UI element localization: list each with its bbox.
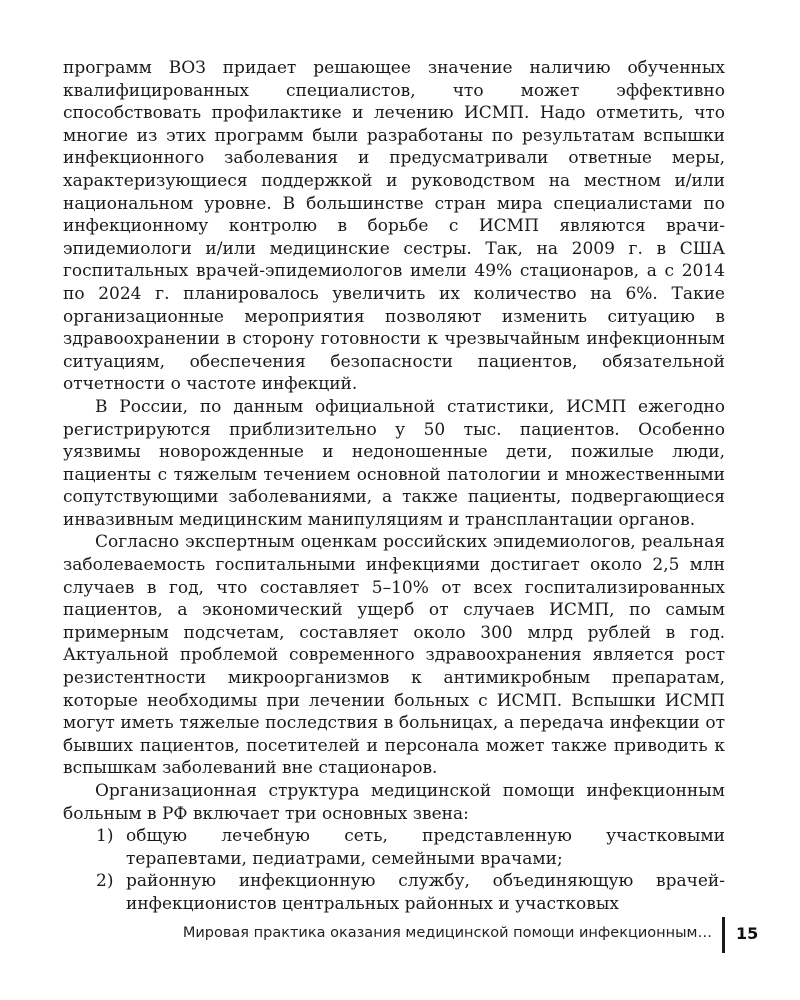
numbered-list [63, 825, 725, 915]
paragraph-2: В России, по данным официальной статистики, ИСМП ежегодно регистрируются приблизительно у 50 тыс. пациентов. Особенно уязвимы новорожденные и недоношенные дети, пожилые люди, пациенты с тяжелым течением основной патологии и множественными сопутствующими заболеваниями, а также пациенты, подвергающиеся инвазивным медицинским манипуляциям и трансплантации органов. [63, 396, 725, 530]
paragraph-3: Согласно экспертным оценкам российских эпидемиологов, реальная заболеваемость госпитальными инфекциями достигает около 2,5 млн случаев в год, что составляет 5–10% от всех госпитализированных пациентов, а экономический ущерб от случаев ИСМП, по самым примерным подсчетам, составляет около 300 млрд рублей в год. Актуальной проблемой современного здравоохранения является рост резистентности микроорганизмов к антимикробным препаратам, которые необходимы при лечении больных с ИСМП. Вспышки ИСМП могут иметь тяжелые последствия в больницах, а передача инфекции от бывших пациентов, посетителей и персонала может также приводить к вспышкам заболеваний вне стационаров. [63, 532, 725, 779]
list-item [63, 870, 725, 915]
running-title: Мировая практика оказания медицинской помощи инфекционным… [182, 925, 712, 941]
body-text [63, 57, 725, 916]
list-item-text: районную инфекционную службу, объединяющую врачей-инфекционистов центральных районных и участковых [126, 871, 725, 914]
list-item-text: общую лечебную сеть, представленную участковыми терапевтами, педиатрами, семейными врачами; [126, 826, 725, 869]
paragraph-1: программ ВОЗ придает решающее значение наличию обученных квалифицированных специалистов, что может эффективно способствовать профилактике и лечению ИСМП. Надо отметить, что многие из этих программ были разработаны по результатам вспышки инфекционного заболевания и предусматривали ответные меры, характеризующиеся поддержкой и руководством на местном и/или национальном уровне. В большинстве стран мира специалистами по инфекционному контролю в борьбе с ИСМП являются врачи-эпидемиологи и/или медицинские сестры. Так, на 2009 г. в США госпитальных врачей-эпидемиологов имели 49% стационаров, а с 2014 по 2024 г. планировалось увеличить их количество на 6%. Такие организационные мероприятия позволяют изменить ситуацию в здравоохранении в сторону готовности к чрезвычайным инфекционным ситуациям, обеспечения безопасности пациентов, обязательной отчетности о частоте инфекций. [63, 58, 725, 395]
page-footer [0, 917, 800, 953]
list-item [63, 825, 725, 870]
footer-divider [722, 917, 725, 953]
paragraph-4: Организационная структура медицинской помощи инфекционным больным в РФ включает три основных звена: [63, 781, 725, 824]
list-item-number: 2) [96, 871, 114, 892]
page-number: 15 [736, 924, 759, 943]
list-item-number: 1) [96, 826, 114, 847]
